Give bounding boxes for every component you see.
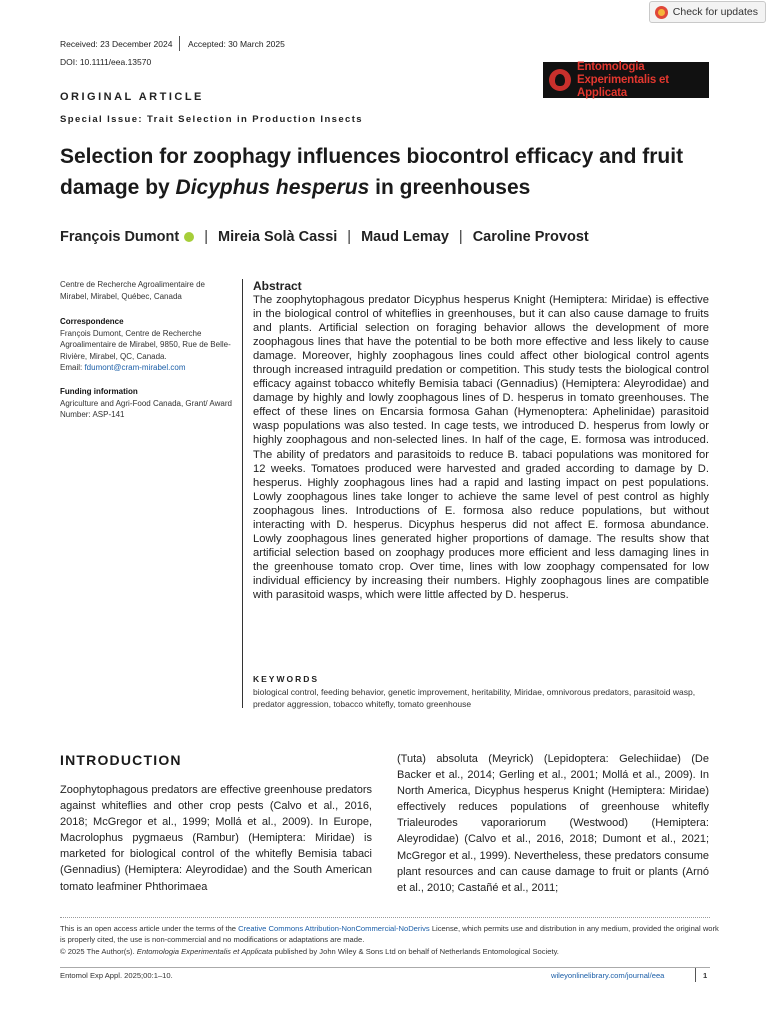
author-name[interactable]: François Dumont [60, 229, 180, 245]
doi[interactable]: DOI: 10.1111/eea.13570 [60, 57, 152, 67]
footer-separator [695, 968, 696, 982]
affiliation: Centre de Recherche Agroalimentaire de Mirabel, Mirabel, Québec, Canada [60, 280, 205, 301]
journal-name-line2: Experimentalis et Applicata [577, 73, 669, 99]
author-name[interactable]: Maud Lemay [361, 229, 449, 245]
journal-logo[interactable] [543, 62, 709, 98]
funding-text: Agriculture and Agri-Food Canada, Grant/ Award Number: ASP-141 [60, 398, 232, 419]
author-separator: | [347, 229, 352, 245]
correspondence-heading: Correspondence [60, 317, 124, 326]
received-date: Received: 23 December 2024 [60, 39, 173, 49]
page-number: 1 [703, 971, 708, 980]
license-notice: This is an open access article under the terms of the Creative Commons Attribution-NonCommercial-NoDerivs License, which permits use and distribution in any medium, provided the original work is properly cited, the use is non-commercial and no modifications or adaptations are made. © 2025 The Author(s). Entomologia Experimentalis et Applicata published by John Wiley & Sons Ltd on behalf of Netherlands Entomological Society. [60, 924, 719, 956]
intro-column-1: Zoophytophagous predators are effective greenhouse predators against whiteflies and other crop pests (Calvo et al., 2016, 2018; McGregor et al., 1999; Mollá et al., 2009). In Europe, Macrolophus pygmaeus (Rambur) (Hemiptera: Miridae) is marketed for biological control of the whitefly Bemisia tabaci (Gennadius) (Hemiptera: Aleyrodidae) and the South American tomato leafminer Phthorimaea [60, 784, 372, 893]
journal-name-line1: Entomologia [577, 60, 645, 73]
check-for-updates-label: Check for updates [672, 6, 758, 18]
cc-license-link[interactable]: Creative Commons Attribution-NonCommercial-NoDerivs [238, 924, 430, 933]
article-title: Selection for zoophagy influences biocontrol efficacy and fruit damage by Dicyphus hesperus in greenhouses [60, 145, 684, 199]
funding-block [60, 386, 232, 421]
footer-divider [60, 967, 710, 968]
journal-url-link[interactable]: wileyonlinelibrary.com/journal/eea [551, 971, 665, 980]
author-separator: | [458, 229, 463, 245]
header-divider [179, 36, 180, 51]
abstract-text: The zoophytophagous predator Dicyphus hesperus Knight (Hemiptera: Miridae) is effective in the biological control of whiteflies in greenhouses, but it can also cause damage to fruits and plants. Artificial selection on foraging behavior allows the development of more zoophagous lines that have the potential to be both more effective and less likely to cause damage. Moreover, highly zoophagous lines could affect other biological control agents through increased intraguild predation or competition. This study tests the biological control efficacy against tobacco whitefly Bemisia tabaci (Gennadius) (Hemiptera: Aleyrodidae) and damage by highly and lowly zoophagous lines of D. hesperus in tomato greenhouses. The effect of these lines on Encarsia formosa Gahan (Hymenoptera: Aphelinidae) parasitoid wasp populations was also tested. In cage tests, we introduced D. hesperus from lowly or highly zoophagous and non-selected lines. In half of the cage, E. formosa was introduced. The ability of predators and parasitoids to reduce B. tabaci populations was monitored for 12 weeks. Tomatoes produced were harvested and graded according to damage by D. hesperus. Highly zoophagous lines had a rapid and lasting impact on pest populations. Lowly zoophagous lines take longer to achieve the same level of pest control as highly zoophagous lines. Introductions of E. formosa also reduce populations, but without interacting with D. hesperus. Dicyphus hesperus did not affect E. formosa abundance. Lowly zoophagous lines generated higher proportions of damage. The results show that artificial selection based on zoophagy produces more efficient and less damaging lines in the greenhouse tomato crop. Over time, lines with low zoophagy compensated for low individual efficiency by increasing their numbers. Highly zoophagous lines are compatible with parasitoid wasps, which were little affected by D. hesperus. [253, 294, 709, 601]
orcid-icon[interactable] [184, 232, 194, 242]
abstract-rule [242, 279, 243, 708]
intro-column-2: (Tuta) absoluta (Meyrick) (Lepidoptera: Gelechiidae) (De Backer et al., 2014; Gerling et al., 2001; Mollá et al., 2009). In North America, Dicyphus hesperus Knight (Hemiptera: Miridae) effectively reduces populations of greenhouse whitefly Trialeurodes vaporariorum (Westwood) (Hemiptera: Aleyrodidae) (Calvo et al., 2016, 2018; Dumont et al., 2021; McGregor et al., 1999). Nevertheless, these predators consume plant resources and can cause damage to fruit or plants (Arnó et al., 2010; Castañé et al., 2011; [397, 753, 709, 894]
correspondence-address: François Dumont, Centre de Recherche Agroalimentaire de Mirabel, 9850, Rue de Belle-Rivière, Mirabel, QC, Canada. [60, 328, 231, 361]
journal-emblem-icon [549, 69, 571, 91]
special-issue: Special Issue: Trait Selection in Production Insects [60, 114, 363, 125]
correspondence-block [60, 316, 232, 374]
abstract [253, 279, 709, 602]
citation: Entomol Exp Appl. 2025;00:1–10. [60, 971, 173, 980]
funding-heading: Funding information [60, 387, 138, 396]
author-name[interactable]: Mireia Solà Cassi [218, 229, 338, 245]
accepted-date: Accepted: 30 March 2025 [188, 39, 285, 49]
author-separator: | [204, 229, 209, 245]
email-link[interactable]: fdumont@cram-mirabel.com [84, 363, 186, 372]
license-divider [60, 917, 710, 918]
author-list [60, 229, 589, 245]
abstract-heading: Abstract [253, 279, 302, 293]
introduction-heading: INTRODUCTION [60, 752, 182, 768]
crossmark-icon [655, 6, 668, 19]
keywords-list: biological control, feeding behavior, genetic improvement, heritability, Miridae, omnivorous predators, parasitoid wasp, predator aggression, tobacco whitefly, tomato greenhouse [253, 687, 696, 709]
keywords-heading: KEYWORDS [253, 674, 320, 684]
author-name[interactable]: Caroline Provost [472, 229, 589, 245]
article-type: ORIGINAL ARTICLE [60, 91, 204, 103]
email-label: Email: [60, 363, 85, 372]
check-for-updates-button[interactable] [649, 1, 766, 23]
